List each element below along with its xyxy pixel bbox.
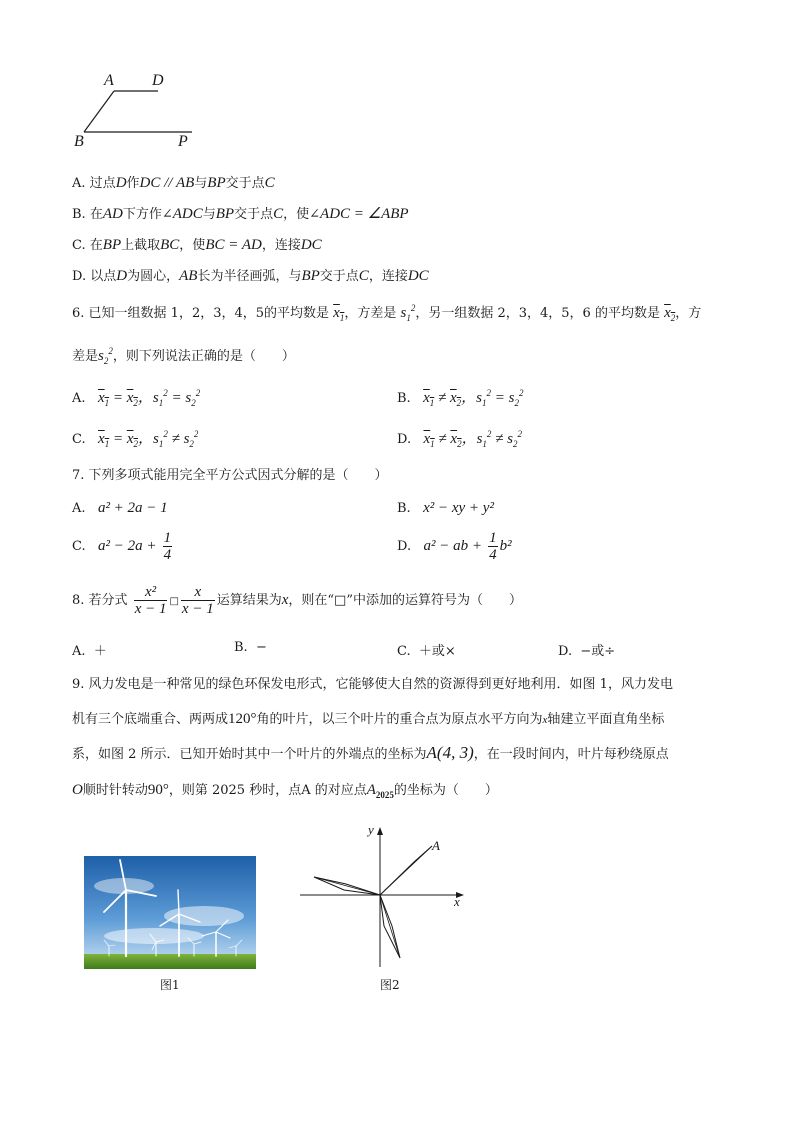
numerator: x	[181, 584, 215, 601]
label-d: D	[152, 72, 164, 89]
subscript: 2025	[375, 790, 394, 800]
text: 在	[89, 238, 103, 253]
text: ，方差是	[344, 306, 397, 321]
math-expr: DC // AB	[139, 175, 195, 191]
a2025	[367, 782, 394, 798]
text: 过点	[89, 176, 116, 191]
math-var: AB	[179, 268, 198, 284]
q5-option-c	[72, 234, 322, 254]
q5-option-d	[72, 265, 429, 285]
option-letter: D.	[558, 644, 573, 659]
text: 8. 若分式	[72, 593, 128, 608]
q5-option-b	[72, 203, 409, 223]
q7-stem: 7. 下列多项式能用完全平方公式因式分解的是（ ）	[72, 468, 388, 483]
option-text: −	[255, 640, 267, 655]
math-var: x	[333, 305, 340, 321]
s1-squared: $s_1^2$	[400, 303, 416, 323]
text: 下方作∠	[122, 207, 173, 222]
math-var: BP	[301, 268, 320, 284]
math-var: ADC	[172, 206, 203, 222]
fraction	[163, 530, 173, 563]
math-expr: 120°	[228, 711, 257, 727]
numerator: 1	[489, 530, 497, 546]
text: 差是	[72, 349, 99, 364]
text: 交于点	[319, 269, 359, 284]
numerator: x²	[134, 584, 168, 601]
math-var: D	[115, 175, 127, 191]
blade-coordinate-figure	[296, 822, 476, 972]
denominator: 4	[163, 547, 172, 563]
math-expr: ADC = ∠ABP	[320, 206, 409, 222]
option-letter: B.	[72, 207, 86, 222]
text: 顺时针转动	[82, 783, 148, 798]
figure-1-caption: 图1	[160, 978, 180, 992]
option-letter: C.	[397, 644, 411, 659]
relation: ≠	[495, 431, 504, 447]
relation: =	[494, 390, 505, 406]
denominator: 4	[489, 547, 497, 563]
text: ，另一组数据 2，3，4，5，6 的平均数是	[415, 306, 660, 321]
math-var: A	[366, 782, 376, 798]
label-b: B	[74, 133, 84, 150]
wind-turbine-illustration	[84, 856, 256, 969]
s2-squared: $s_2^2$	[98, 346, 113, 366]
denominator: x − 1	[134, 601, 167, 617]
text: 角的叶片，以三个叶片的重合点为原点水平方向为	[256, 712, 543, 727]
relation: ≠	[438, 390, 447, 406]
text: ，使∠	[283, 207, 321, 222]
text: ，在一段时间内，叶片每秒绕原点	[473, 747, 669, 762]
fraction	[134, 584, 168, 617]
relation: =	[171, 390, 182, 406]
operator-box: □	[169, 596, 179, 607]
q5-option-a	[72, 172, 275, 192]
fraction	[181, 584, 215, 617]
text: ，使	[179, 238, 206, 253]
text: 长为半径画弧，与	[197, 269, 302, 284]
top-figure	[68, 70, 208, 155]
text: ，则第 2025 秒时，点A 的对应点	[168, 783, 367, 798]
text: 交于点	[225, 176, 265, 191]
math-var: BC	[160, 237, 180, 253]
text: 与	[202, 207, 216, 222]
text: 与	[194, 176, 208, 191]
math-var: D	[116, 268, 128, 284]
fraction	[488, 530, 498, 563]
text: ，连接	[261, 238, 301, 253]
text: ，方	[675, 306, 702, 321]
math-var: BP	[215, 206, 235, 222]
option-letter: C.	[72, 539, 86, 554]
option-letter: A.	[72, 176, 86, 191]
text: 交于点	[234, 207, 274, 222]
math-var: C	[264, 175, 275, 191]
q6-option-b: B. $x_1 \ne x_2$，$s_1^2 = s_2^2$	[397, 388, 524, 408]
text: ，则下列说法正确的是（ ）	[112, 349, 295, 364]
label-p: P	[178, 133, 188, 150]
math-expr: A(4, 3)	[426, 743, 474, 762]
math-var: C	[273, 206, 284, 222]
relation: =	[112, 431, 124, 447]
option-letter: D.	[397, 539, 412, 554]
text: 以点	[90, 269, 117, 284]
text: 为圆心，	[127, 269, 180, 284]
q8-option-d	[558, 640, 615, 659]
math-var: DC	[407, 268, 429, 284]
q9-stem-line3	[72, 743, 669, 763]
option-letter: A.	[72, 391, 86, 406]
text: ，连接	[368, 269, 408, 284]
label-a: A	[104, 72, 114, 89]
wind-turbine-photo	[84, 856, 256, 969]
math-expr: 90°	[147, 782, 169, 798]
q6-option-c: C. $x_1 = x_2$，$s_1^2 \ne s_2^2$	[72, 429, 199, 449]
option-letter: C.	[72, 432, 86, 447]
math-expr: a² − 2a +	[98, 538, 157, 554]
q8-stem	[72, 584, 522, 617]
option-text: ＋	[93, 644, 107, 659]
option-letter: B.	[397, 501, 411, 516]
relation: =	[112, 390, 123, 406]
coordinate-diagram	[296, 822, 476, 972]
x1-bar: $x_1$	[333, 305, 345, 323]
option-text: ＋或×	[418, 644, 456, 659]
option-letter: A.	[72, 501, 86, 516]
q6-stem-line2	[72, 345, 295, 366]
option-letter: B.	[234, 640, 248, 655]
text: 作	[126, 176, 140, 191]
q9-stem-line4	[72, 779, 498, 800]
q7-option-d	[397, 530, 512, 563]
math-var: x	[281, 592, 289, 608]
q7-option-a	[72, 500, 168, 517]
math-var: x	[664, 305, 671, 321]
text: 的坐标为（ ）	[393, 783, 498, 798]
relation: ≠	[171, 431, 180, 447]
text: 轴建立平面直角坐标	[547, 712, 665, 727]
relation: ≠	[438, 431, 447, 447]
x2-bar: $x_2$	[664, 305, 676, 323]
math-expr: a² + 2a − 1	[97, 500, 168, 516]
q7-option-c	[72, 530, 174, 563]
q9-stem-line1: 9. 风力发电是一种常见的绿色环保发电形式，它能够使大自然的资源得到更好地利用．如图 1，风力发电	[72, 677, 673, 692]
y-axis-label: y	[368, 822, 374, 837]
math-var: BP	[207, 175, 226, 191]
text: 运算结果为	[216, 593, 282, 608]
option-letter: C.	[72, 238, 86, 253]
q8-option-b	[234, 640, 267, 655]
math-var: O	[72, 782, 83, 798]
math-expr: a² − ab +	[423, 538, 482, 554]
math-expr: x² − xy + y²	[423, 500, 494, 516]
math-var: AD	[102, 206, 123, 222]
text: 在	[89, 207, 103, 222]
math-var: DC	[300, 237, 322, 253]
option-letter: A.	[72, 644, 86, 659]
math-var: BP	[102, 237, 122, 253]
option-letter: B.	[397, 391, 411, 406]
figure-2-caption: 图2	[380, 978, 400, 992]
q6-stem-line1	[72, 302, 701, 323]
numerator: 1	[163, 530, 172, 546]
q8-option-c	[397, 640, 456, 659]
q8-option-a	[72, 640, 107, 659]
math-expr: b²	[499, 538, 512, 554]
math-var: x	[542, 714, 548, 726]
denominator: x − 1	[181, 601, 214, 617]
text: ，则在“□”中添加的运算符号为（ ）	[288, 593, 522, 608]
text: 上截取	[121, 238, 161, 253]
q7-option-b	[397, 500, 494, 517]
option-letter: D.	[397, 432, 412, 447]
q6-option-a: A. $x_1 = x_2$，$s_1^2 = s_2^2$	[72, 388, 201, 408]
math-expr: BC = AD	[205, 237, 262, 253]
option-letter: D.	[72, 269, 87, 284]
point-a-label: A	[432, 838, 440, 853]
text: 6. 已知一组数据 1，2，3，4，5的平均数是	[72, 306, 330, 321]
text: 机有三个底端重合、两两成	[72, 712, 229, 727]
math-var: C	[358, 268, 369, 284]
x-axis-label: x	[454, 894, 460, 909]
q9-stem-line2	[72, 708, 664, 728]
q6-option-d: D. $x_1 \ne x_2$，$s_1^2 \ne s_2^2$	[397, 429, 522, 449]
text: 系，如图 2 所示．已知开始时其中一个叶片的外端点的坐标为	[72, 747, 427, 762]
option-text: −或÷	[580, 644, 616, 659]
